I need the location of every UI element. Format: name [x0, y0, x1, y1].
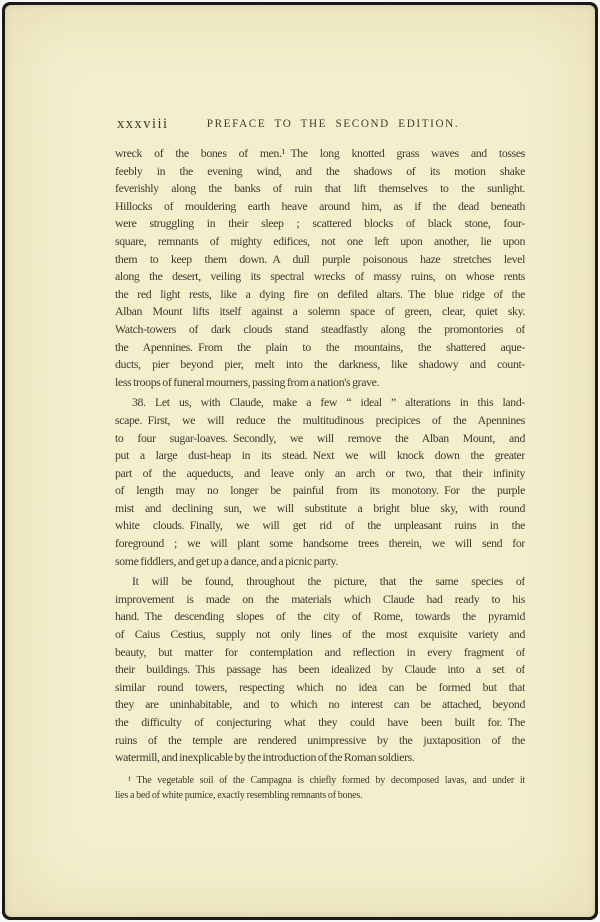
text-line: their buildings. This passage has been idealized by Claude into a set of [115, 662, 525, 677]
page-body [115, 145, 525, 767]
text-line: feebly in the evening wind, and the shadows of its motion shake [115, 163, 525, 178]
text-line: Watch-towers of dark clouds stand steadfastly along the promontories of [115, 321, 525, 336]
text-line: similar round towers, respecting which no idea can be formed but that [115, 679, 525, 694]
paragraph [115, 145, 525, 391]
text-line: improvement is made on the materials which Claude had ready to his [115, 591, 525, 606]
text-line: watermill, and inexplicable by the introduction of the Roman soldiers. [115, 750, 415, 765]
text-line: of length may no longer be painful from its monotony. For the purple [115, 483, 525, 498]
page-header [115, 115, 525, 133]
text-line: of Caius Cestius, supply not only lines of the most exquisite variety and [115, 627, 525, 642]
text-line: Alban Mount lifts itself against a solemn space of green, clear, quiet sky. [115, 304, 525, 319]
text-line: part of the aqueducts, and leave only an arch or two, that their infinity [115, 465, 525, 480]
text-line: ruins of the temple are rendered unimpressive by the juxtaposition of the [115, 732, 525, 747]
text-line: It will be found, throughout the picture, that the same species of [132, 574, 525, 589]
text-line: put a large dust-heap in its stead. Next we will knock down the greater [115, 448, 525, 463]
text-line: square, remnants of mighty edifices, not one left upon another, lie upon [115, 233, 525, 248]
text-line: wreck of the bones of men.¹ The long knotted grass waves and tosses [115, 146, 525, 160]
text-line: the difficulty of conjecturing what they could have been built for. The [115, 715, 525, 729]
text-line: beauty, but matter for contemplation and reflection in every fragment of [115, 644, 525, 659]
text-line: white clouds. Finally, we will get rid of the unpleasant ruins in the [115, 518, 525, 533]
text-line: them to keep them down. A dull purple poisonous haze stretches level [115, 251, 525, 266]
text-line: ¹ The vegetable soil of the Campagna is chiefly formed by decomposed lavas, and under it [128, 775, 525, 786]
text-line: 38. Let us, with Claude, make a few “ ideal ” alterations in this land- [132, 395, 525, 410]
book-page [5, 5, 595, 917]
text-line: were struggling in their sleep ; scattered blocks of black stone, four- [115, 216, 525, 231]
footnote [115, 773, 525, 803]
text-line: Hillocks of mouldering earth heave around him, as if the dead beneath [115, 198, 525, 213]
text-line: mist and declining sun, we will substitute a bright blue sky, with round [115, 500, 525, 515]
text-line: feverishly along the banks of ruin that lift themselves to the sunlight. [115, 181, 525, 196]
text-line: some fiddlers, and get up a dance, and a picnic party. [115, 553, 338, 568]
text-line: less troops of funeral mourners, passing from a nation's grave. [115, 374, 380, 389]
text-line: they are uninhabitable, and to which no interest can be attached, beyond [115, 697, 525, 712]
text-line: hand. The descending slopes of the city of Rome, towards the pyramid [115, 609, 525, 624]
text-line: to four sugar-loaves. Secondly, we will remove the Alban Mount, and [115, 430, 525, 445]
text-line: foreground ; we will plant some handsome trees therein, we will send for [115, 536, 525, 551]
paragraph [115, 394, 525, 570]
running-header: PREFACE TO THE SECOND EDITION. [206, 118, 460, 130]
paragraph [115, 573, 525, 767]
page-number: xxxviii [117, 116, 169, 132]
text-line: along the desert, veiling its spectral wrecks of massy ruins, on whose rents [115, 269, 525, 284]
text-line: lies a bed of white pumice, exactly resembling remnants of bones. [115, 790, 363, 802]
text-line: the Apennines. From the plain to the mountains, the shattered aque- [115, 339, 525, 354]
text-line: the red light rests, like a dying fire on defiled altars. The blue ridge of the [115, 286, 525, 301]
scan-frame [2, 2, 598, 920]
text-line: scape. First, we will reduce the multitudinous precipices of the Apennines [115, 412, 525, 427]
text-line: ducts, pier beyond pier, melt into the darkness, like shadowy and count- [115, 357, 525, 372]
